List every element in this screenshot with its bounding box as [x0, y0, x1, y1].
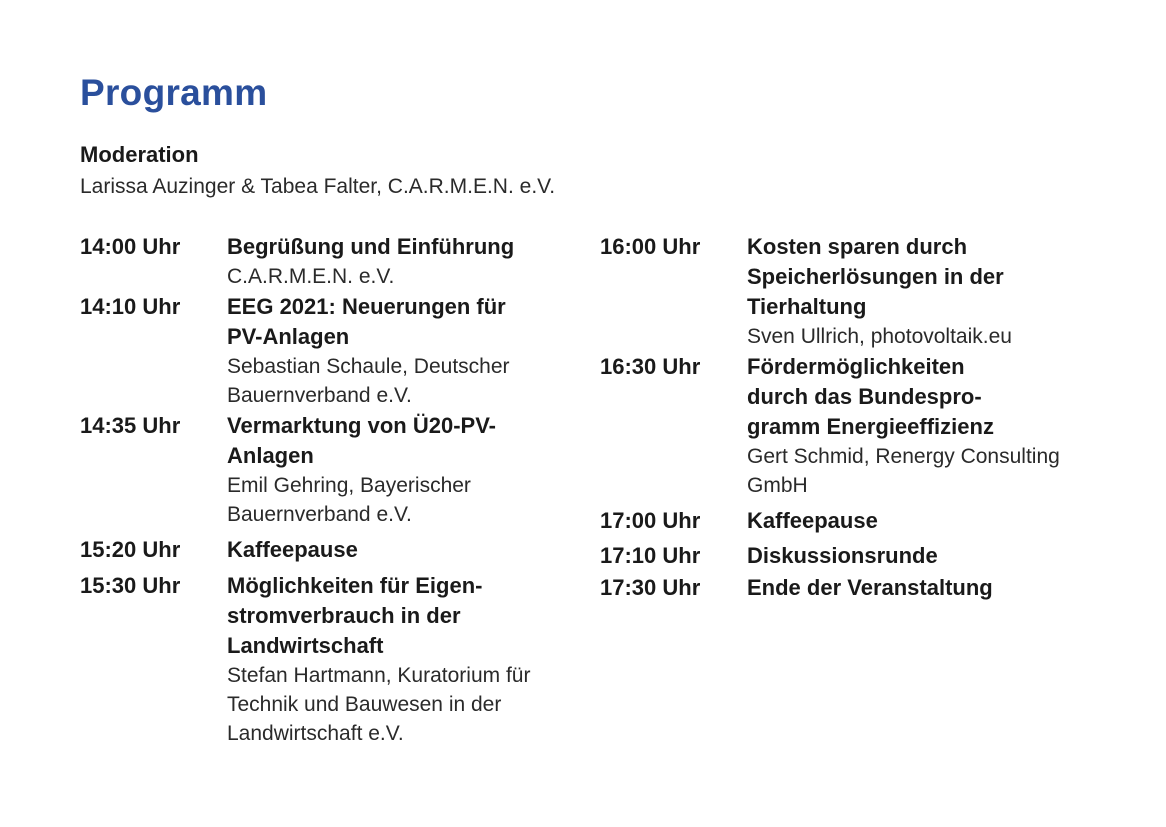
program-entry — [600, 352, 1100, 500]
entry-speaker: Gert Schmid, Renergy Consulting GmbH — [747, 445, 1060, 497]
program-entry — [600, 541, 1100, 571]
moderation-names: Larissa Auzinger & Tabea Falter, C.A.R.M.E.N. e.V. — [80, 175, 556, 198]
entry-topic: Kaffeepause — [227, 537, 358, 562]
entry-content — [747, 232, 1100, 351]
entry-time: 14:35 Uhr — [80, 413, 181, 438]
entry-content — [227, 535, 580, 565]
entry-topic: EEG 2021: Neuerungen für PV-Anlagen — [227, 294, 506, 349]
entry-time: 14:10 Uhr — [80, 294, 181, 319]
entry-speaker: Sven Ullrich, photovoltaik.eu — [747, 325, 1012, 348]
entry-speaker: C.A.R.M.E.N. e.V. — [227, 265, 395, 288]
entry-content — [747, 352, 1100, 500]
entry-speaker: Sebastian Schaule, Deutscher Bauernverband e.V. — [227, 355, 510, 407]
entry-content — [227, 571, 580, 748]
entry-content — [747, 573, 1100, 603]
program-entry — [600, 232, 1100, 351]
program-entry — [80, 535, 580, 565]
entry-content — [227, 411, 580, 529]
program-entry — [80, 232, 580, 291]
entry-topic: Kosten sparen durch Speicherlösungen in der Tierhaltung — [747, 234, 1004, 319]
program-entry — [600, 506, 1100, 536]
entry-time: 15:20 Uhr — [80, 537, 181, 562]
entry-time: 17:10 Uhr — [600, 543, 701, 568]
program-right-column — [600, 232, 1100, 603]
page-title: Programm — [80, 72, 268, 113]
entry-speaker: Emil Gehring, Bayerischer Bauernverband e.V. — [227, 474, 471, 526]
entry-time: 16:00 Uhr — [600, 234, 701, 259]
entry-topic: Möglichkeiten für Eigen- stromverbrauch in der Landwirtschaft — [227, 573, 483, 658]
entry-time: 16:30 Uhr — [600, 354, 701, 379]
entry-time: 17:30 Uhr — [600, 575, 701, 600]
entry-time: 14:00 Uhr — [80, 234, 181, 259]
entry-time: 15:30 Uhr — [80, 573, 181, 598]
moderation-heading: Moderation — [80, 142, 199, 167]
program-entry — [80, 571, 580, 748]
entry-topic: Ende der Veranstaltung — [747, 575, 993, 600]
entry-topic: Kaffeepause — [747, 508, 878, 533]
entry-content — [747, 541, 1100, 571]
entry-content — [747, 506, 1100, 536]
entry-topic: Diskussionsrunde — [747, 543, 938, 568]
entry-topic: Begrüßung und Einführung — [227, 234, 515, 259]
entry-content — [227, 292, 580, 410]
program-entry — [80, 292, 580, 410]
entry-content — [227, 232, 580, 291]
entry-topic: Vermarktung von Ü20-PV- Anlagen — [227, 413, 496, 468]
entry-topic: Fördermöglichkeiten durch das Bundespro- gramm Energieeffizienz — [747, 354, 994, 439]
program-left-column — [80, 232, 580, 748]
entry-time: 17:00 Uhr — [600, 508, 701, 533]
entry-speaker: Stefan Hartmann, Kuratorium für Technik und Bauwesen in der Landwirtschaft e.V. — [227, 664, 531, 745]
program-entry — [600, 573, 1100, 603]
program-entry — [80, 411, 580, 529]
